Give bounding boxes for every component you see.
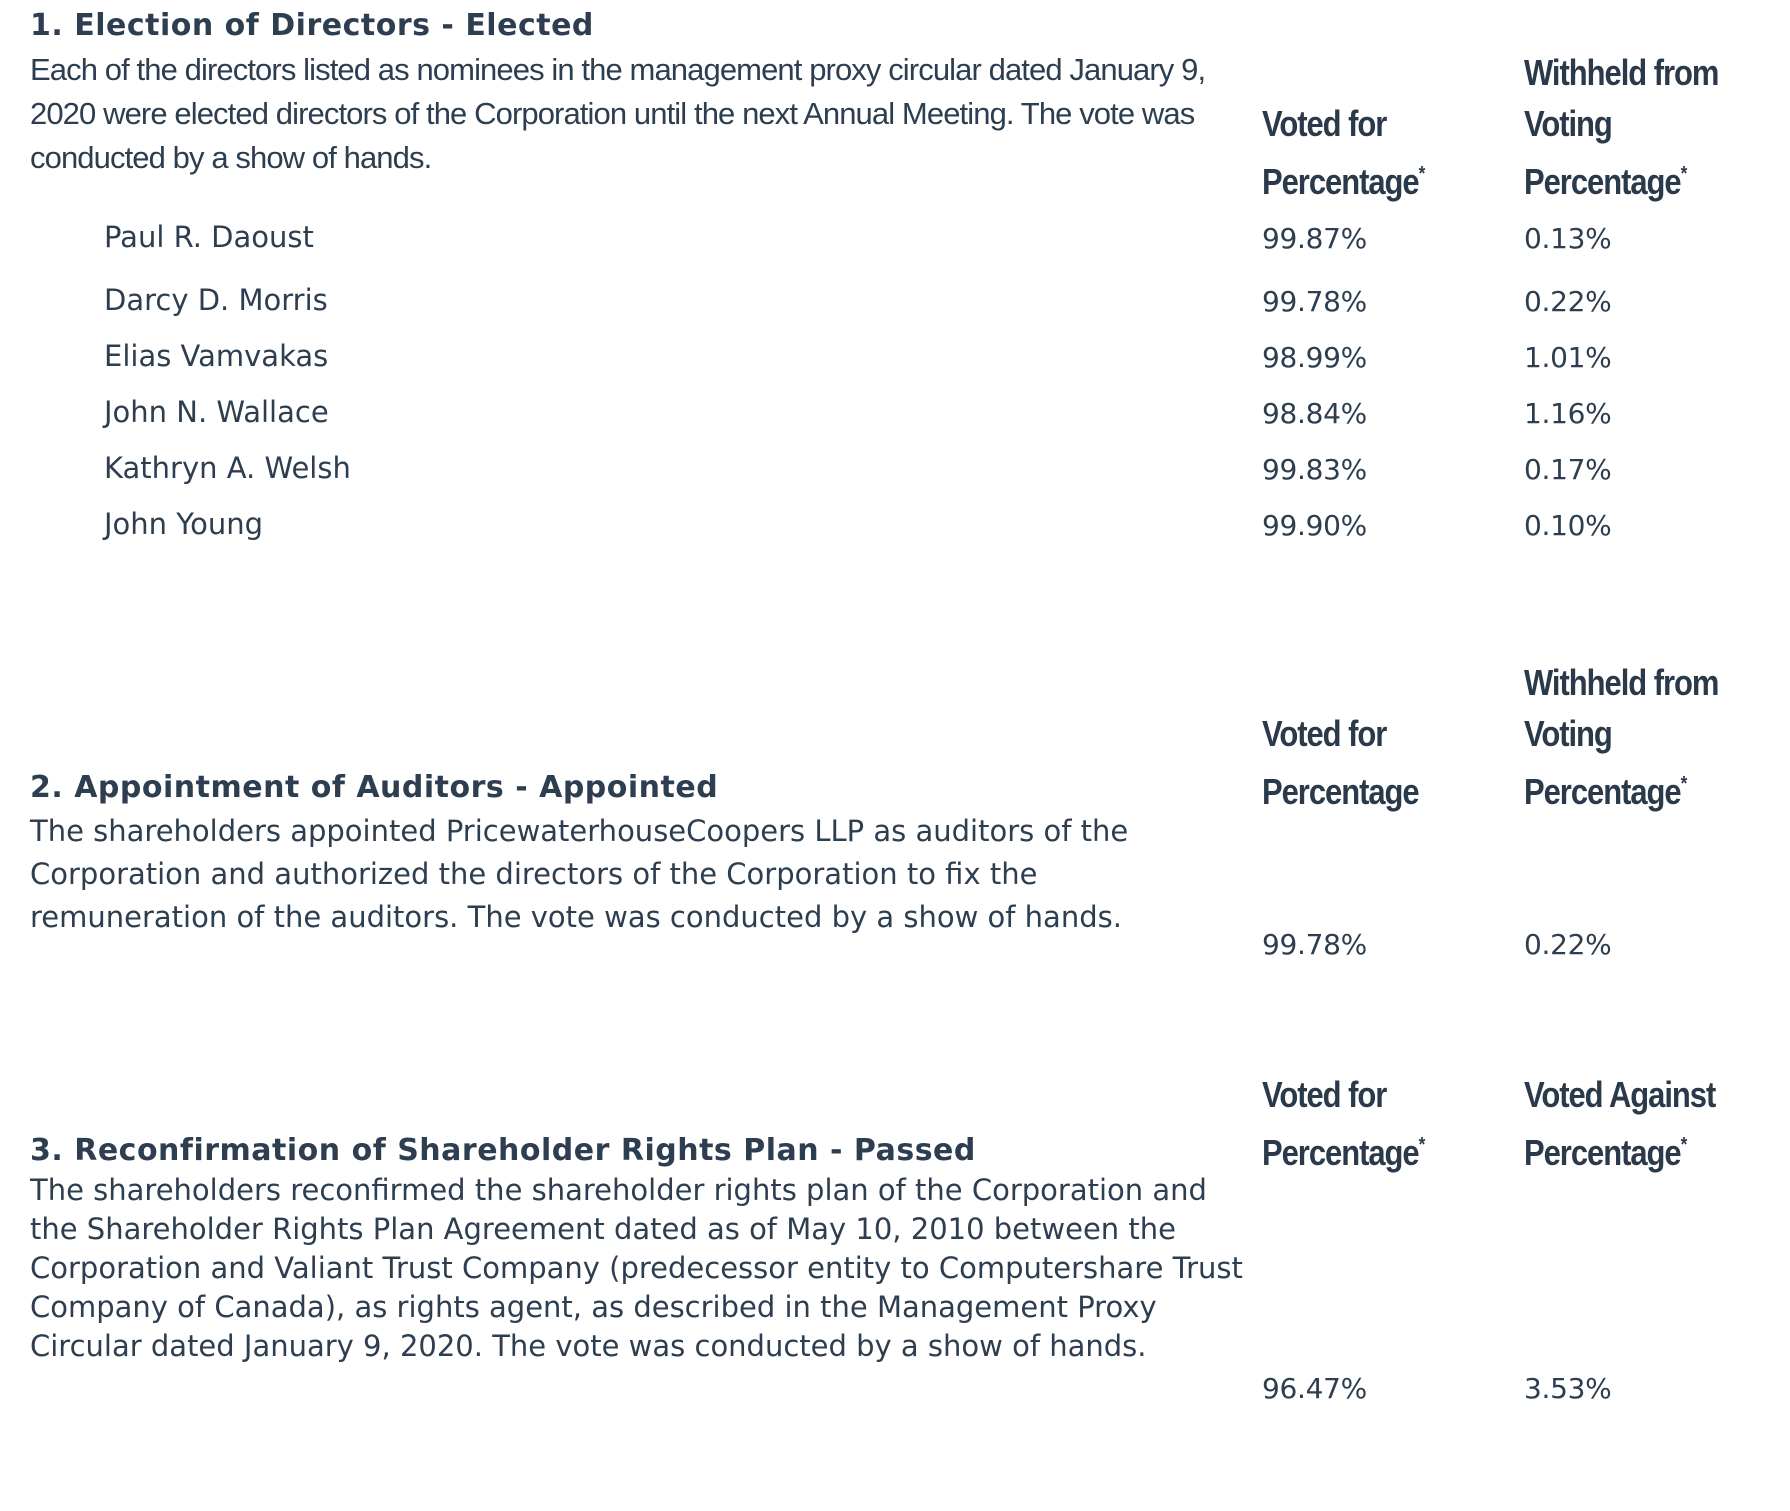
section-1-withheld-header: Withheld from Voting Percentage* — [1524, 52, 1719, 202]
section-2-heading: 2. Appointment of Auditors - Appointed — [30, 770, 719, 805]
director-name: John N. Wallace — [104, 395, 329, 429]
section-2-voted-for-header: Voted for Percentage — [1262, 713, 1419, 812]
director-name: John Young — [104, 507, 264, 541]
withheld-value: 0.22% — [1524, 285, 1612, 318]
section-3-description: The shareholders reconfirmed the shareholder rights plan of the Corporation and the Shareholder Rights Plan Agreement dated as of May 10, 2010 between the Corporation and Valiant Trust Company (predecessor entity to Computershare Trust Company of Canada), as rights agent, as described in the Management Proxy Circular dated January 9, 2020. The vote was conducted by a show of hands. — [30, 1173, 1243, 1363]
director-name: Elias Vamvakas — [104, 339, 329, 373]
voted-for-value: 99.90% — [1262, 509, 1367, 542]
section-3-voted-for-header: Voted for Percentage* — [1262, 1074, 1425, 1173]
voted-for-value: 96.47% — [1262, 1372, 1367, 1405]
director-name: Kathryn A. Welsh — [104, 451, 351, 485]
section-1-voted-for-header: Voted for Percentage* — [1262, 103, 1425, 202]
voted-for-value: 99.83% — [1262, 453, 1367, 486]
voted-for-value: 99.78% — [1262, 928, 1367, 961]
section-1-description: Each of the directors listed as nominees in the management proxy circular dated January 9, 2020 were elected directors of the Corporation until the next Annual Meeting. The vote was conducted by a show of hands. — [30, 52, 1206, 175]
section-2-withheld-header: Withheld from Voting Percentage* — [1524, 662, 1719, 812]
voted-for-value: 99.78% — [1262, 285, 1367, 318]
withheld-value: 1.16% — [1524, 397, 1612, 430]
withheld-value: 0.13% — [1524, 222, 1612, 255]
withheld-value: 0.17% — [1524, 453, 1612, 486]
withheld-value: 0.10% — [1524, 509, 1612, 542]
withheld-value: 0.22% — [1524, 928, 1612, 961]
director-name: Paul R. Daoust — [104, 220, 314, 254]
voted-for-value: 99.87% — [1262, 222, 1367, 255]
voted-against-value: 3.53% — [1524, 1372, 1612, 1405]
section-2-description: The shareholders appointed PricewaterhouseCoopers LLP as auditors of the Corporation and authorized the directors of the Corporation to fix the remuneration of the auditors. The vote was conducted by a show of hands. — [30, 814, 1129, 934]
withheld-value: 1.01% — [1524, 341, 1612, 374]
section-3-heading: 3. Reconfirmation of Shareholder Rights Plan - Passed — [30, 1133, 976, 1168]
voted-for-value: 98.99% — [1262, 341, 1367, 374]
voted-for-value: 98.84% — [1262, 397, 1367, 430]
section-1-heading: 1. Election of Directors - Elected — [30, 8, 594, 43]
director-name: Darcy D. Morris — [104, 283, 328, 317]
section-3-voted-against-header: Voted Against Percentage* — [1524, 1074, 1716, 1173]
